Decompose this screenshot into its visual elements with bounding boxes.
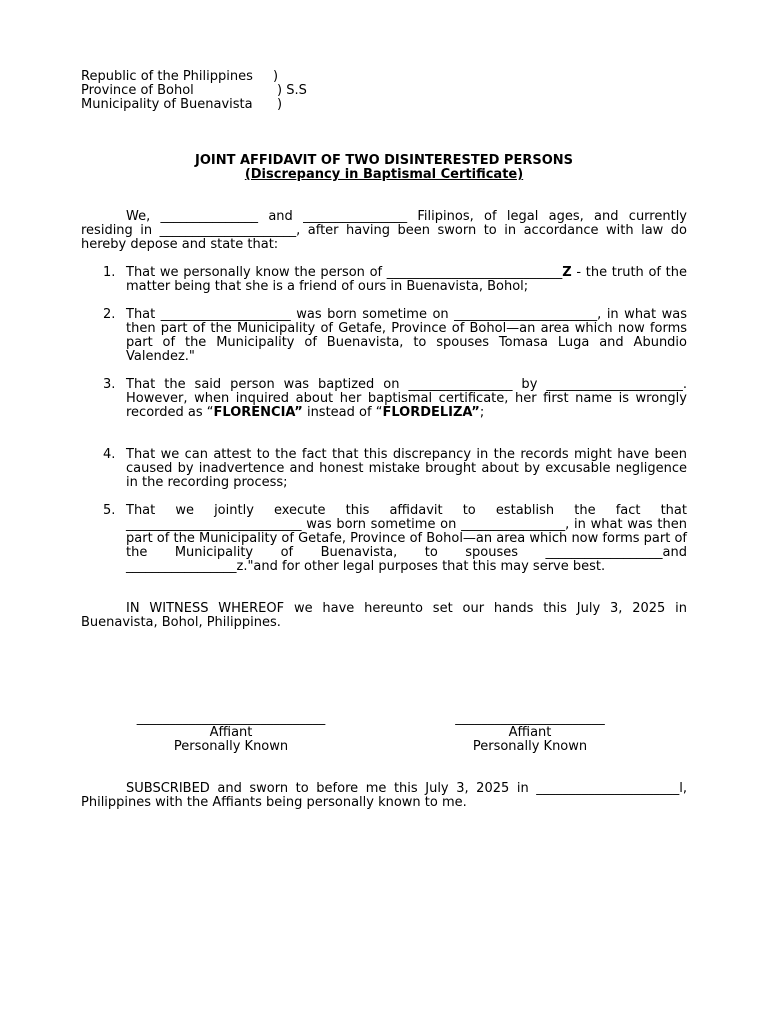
item-number: 4.	[103, 447, 116, 462]
list-item-4	[81, 448, 687, 490]
list-item-5	[81, 504, 687, 574]
signature-line: _____________________________	[136, 711, 326, 726]
list-item-2	[81, 308, 687, 364]
item-text-part: ;	[479, 405, 485, 420]
item-text	[126, 378, 687, 420]
venue-bracket-1: )	[273, 69, 279, 84]
item-text-part: That the said person was baptized on ________________ by _____________________. However, when inquired about her baptismal certificate, her first name is wrongly recorded as “	[126, 377, 687, 420]
signature-note: Personally Known	[472, 739, 588, 754]
list-item-1	[81, 266, 687, 294]
item-number: 1.	[103, 265, 116, 280]
document-title	[0, 154, 768, 182]
signature-role: Affiant	[508, 725, 552, 740]
signature-block-1	[116, 712, 346, 754]
signature-role: Affiant	[209, 725, 253, 740]
witness-paragraph: IN WITNESS WHEREOF we have hereunto set our hands this July 3, 2025 in Buenavista, Bohol, Philippines.	[81, 601, 687, 630]
venue-ss: ) S.S	[277, 83, 307, 98]
item-text: That ____________________ was born sometime on ______________________, in what was then part of the Municipality of Getafe, Province of Bohol—an area which now forms part of the Municipality of Buenavista, to spouses Tomasa Luga and Abundio Valendez."	[126, 307, 687, 364]
item-text-bold: Z	[562, 265, 572, 280]
item-text	[126, 266, 687, 294]
item-text-part: instead of “	[302, 405, 383, 420]
item-text-part: That we personally know the person of ___________________________	[126, 265, 563, 280]
title-sub: (Discrepancy in Baptismal Certificate)	[244, 167, 524, 182]
signature-note: Personally Known	[173, 739, 289, 754]
venue-province: Province of Bohol	[81, 83, 194, 98]
item-number: 3.	[103, 377, 116, 392]
item-text: That we can attest to the fact that this discrepancy in the records might have been caused by inadvertence and honest mistake brought about by excusable negligence in the recording process;	[126, 447, 687, 490]
item-number: 2.	[103, 307, 116, 322]
signature-line: _______________________	[455, 711, 605, 726]
title-main: JOINT AFFIDAVIT OF TWO DISINTERESTED PERSONS	[194, 153, 573, 168]
intro-paragraph: We, _______________ and ________________ Filipinos, of legal ages, and currently residing in _____________________, after having been sworn to in accordance with law do hereby depose and state that:	[81, 209, 687, 252]
venue-municipality: Municipality of Buenavista	[81, 97, 253, 112]
signature-block-2	[415, 712, 645, 754]
venue-bracket-3: )	[277, 97, 283, 112]
item-text-part: - the truth of the matter being that she is a friend of ours in Buenavista, Bohol;	[126, 265, 687, 294]
item-text-bold: FLORENCIA”	[213, 405, 303, 420]
item-number: 5.	[103, 503, 116, 518]
subscribed-paragraph: SUBSCRIBED and sworn to before me this July 3, 2025 in ______________________l, Philippines with the Affiants being personally known to me.	[81, 781, 687, 810]
venue-country: Republic of the Philippines	[81, 69, 253, 84]
item-text-bold: FLORDELIZA”	[382, 405, 480, 420]
list-item-3	[81, 378, 687, 420]
item-text: That we jointly execute this affidavit to establish the fact that ___________________________ was born sometime on ________________, in what was then part of the Municipality of Getafe, Province of Bohol—an area which now forms part of the Municipality of Buenavista, to spouses __________________and _________________z."and for other legal purposes that this may serve best.	[126, 503, 687, 574]
